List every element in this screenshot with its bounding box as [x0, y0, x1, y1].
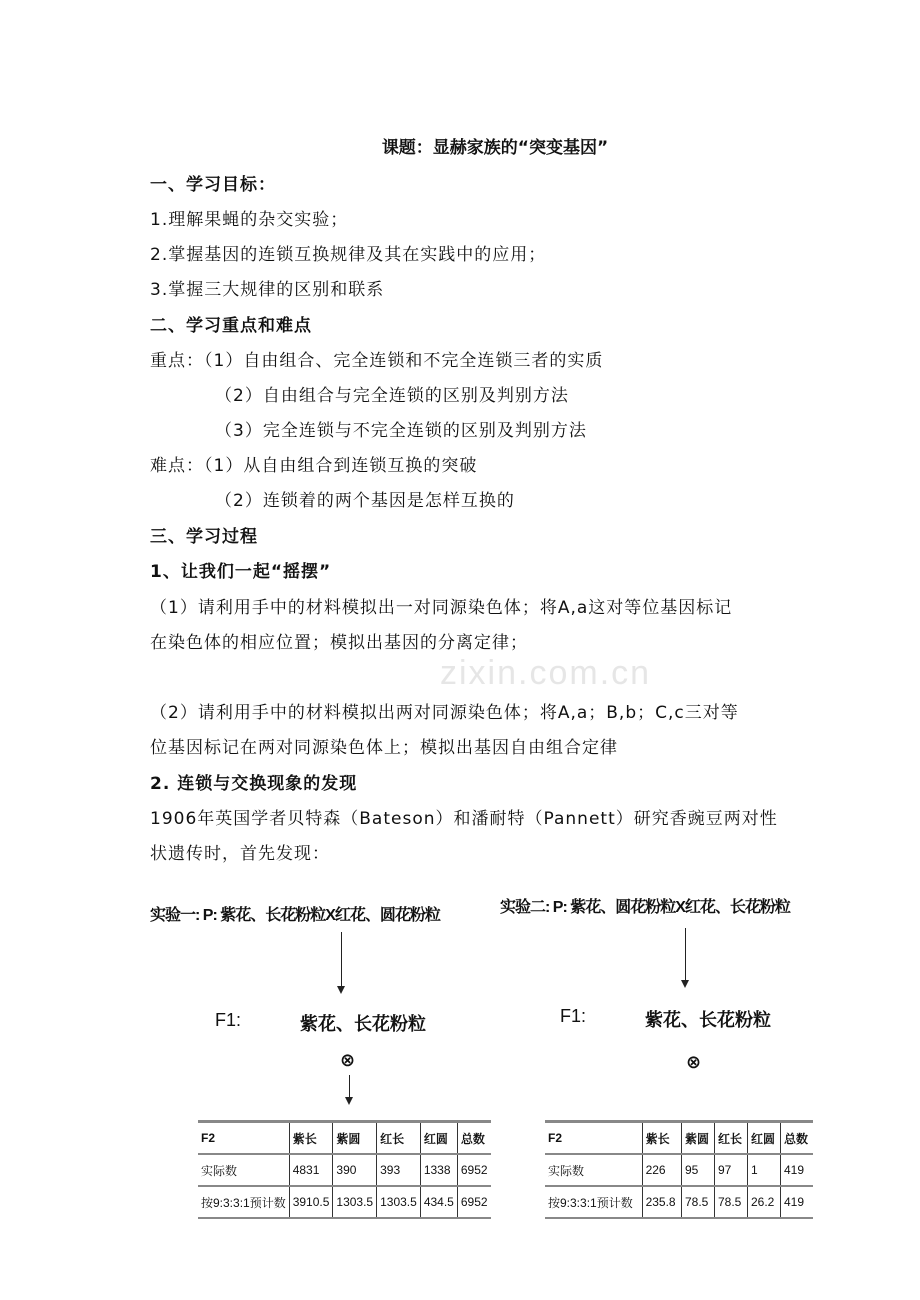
text-line: 2.掌握基因的连锁互换规律及其在实践中的应用；	[150, 245, 547, 265]
cell: 95	[681, 1154, 714, 1186]
cell: 按9:3:3:1预计数	[548, 1195, 633, 1210]
text-line: （1）请利用手中的材料模拟出一对同源染色体；将A,a这对等位基因标记	[150, 598, 733, 618]
subheading: 1、让我们一起“摇摆”	[150, 562, 332, 582]
experiment-2-header: 实验二: P: 紫花、圆花粉粒X红花、长花粉粒	[500, 899, 790, 916]
cell: 紫长	[289, 1122, 333, 1155]
f2-table-2	[545, 1120, 813, 1219]
text-line: 重点：（1）自由组合、完全连锁和不完全连锁三者的实质	[150, 351, 604, 371]
cell: 226	[642, 1154, 681, 1186]
cell: 97	[714, 1154, 747, 1186]
arrow-icon	[341, 932, 342, 992]
subheading: 2. 连锁与交换现象的发现	[150, 774, 358, 794]
cell: 434.5	[420, 1186, 457, 1218]
watermark: zixin.com.cn	[440, 654, 652, 692]
table-row	[545, 1122, 813, 1155]
cell: 1303.5	[333, 1186, 377, 1218]
cell: 红长	[714, 1122, 747, 1155]
text-line: 3.掌握三大规律的区别和联系	[150, 280, 385, 300]
doc-title: 课题：显赫家族的“突变基因”	[381, 138, 609, 158]
cell: 235.8	[642, 1186, 681, 1218]
self-cross-icon: ⊗	[340, 1050, 356, 1071]
text-line: 状遗传时，首先发现：	[150, 844, 330, 864]
cell: 紫圆	[681, 1122, 714, 1155]
cell: 红长	[377, 1122, 421, 1155]
cell: 4831	[289, 1154, 333, 1186]
cell: 419	[780, 1154, 813, 1186]
cell: 6952	[457, 1186, 490, 1218]
cell: 1	[747, 1154, 780, 1186]
f1-label: F1:	[215, 1010, 242, 1030]
cell: 按9:3:3:1预计数	[201, 1195, 286, 1210]
heading-goals: 一、学习目标：	[150, 175, 276, 195]
text-line: 难点：（1）从自由组合到连锁互换的突破	[150, 456, 478, 476]
cell: 6952	[457, 1154, 490, 1186]
cell: 78.5	[714, 1186, 747, 1218]
cell: 实际数	[548, 1163, 585, 1178]
cell: F2	[201, 1131, 216, 1145]
heading-process: 三、学习过程	[150, 527, 258, 547]
cell: 红圆	[747, 1122, 780, 1155]
cell: 红圆	[420, 1122, 457, 1155]
f1-phenotype: 紫花、长花粉粒	[300, 1014, 426, 1034]
table-row	[545, 1186, 813, 1218]
text-line: （2）请利用手中的材料模拟出两对同源染色体；将A,a；B,b；C,c三对等	[150, 703, 739, 723]
text-line: （2）自由组合与完全连锁的区别及判别方法	[215, 386, 569, 406]
cell: F2	[548, 1131, 563, 1145]
self-cross-icon: ⊗	[686, 1052, 702, 1073]
cell: 1303.5	[377, 1186, 421, 1218]
text-line: 位基因标记在两对同源染色体上；模拟出基因自由组合定律	[150, 738, 618, 758]
experiment-1-header: 实验一: P: 紫花、长花粉粒X红花、圆花粉粒	[150, 907, 440, 924]
cell: 390	[333, 1154, 377, 1186]
text-line: （2）连锁着的两个基因是怎样互换的	[215, 491, 515, 511]
f2-table-1	[198, 1120, 491, 1219]
cell: 419	[780, 1186, 813, 1218]
arrow-icon	[349, 1075, 350, 1103]
text-line: （3）完全连锁与不完全连锁的区别及判别方法	[215, 421, 587, 441]
table-row	[198, 1122, 491, 1155]
cell: 26.2	[747, 1186, 780, 1218]
text-line: 1.理解果蝇的杂交实验；	[150, 210, 349, 230]
table-row	[198, 1186, 491, 1218]
f1-phenotype: 紫花、长花粉粒	[645, 1010, 771, 1030]
cell: 总数	[780, 1122, 813, 1155]
table-row	[545, 1154, 813, 1186]
heading-keypoints: 二、学习重点和难点	[150, 316, 312, 336]
text-line: 在染色体的相应位置；模拟出基因的分离定律；	[150, 633, 528, 653]
cell: 实际数	[201, 1163, 238, 1178]
cell: 紫长	[642, 1122, 681, 1155]
cell: 78.5	[681, 1186, 714, 1218]
f1-label: F1:	[560, 1006, 587, 1026]
cell: 3910.5	[289, 1186, 333, 1218]
cell: 393	[377, 1154, 421, 1186]
cell: 紫圆	[333, 1122, 377, 1155]
cell: 总数	[457, 1122, 490, 1155]
cell: 1338	[420, 1154, 457, 1186]
arrow-icon	[685, 928, 686, 986]
table-row	[198, 1154, 491, 1186]
text-line: 1906年英国学者贝特森（Bateson）和潘耐特（Pannett）研究香豌豆两对性	[150, 809, 778, 829]
